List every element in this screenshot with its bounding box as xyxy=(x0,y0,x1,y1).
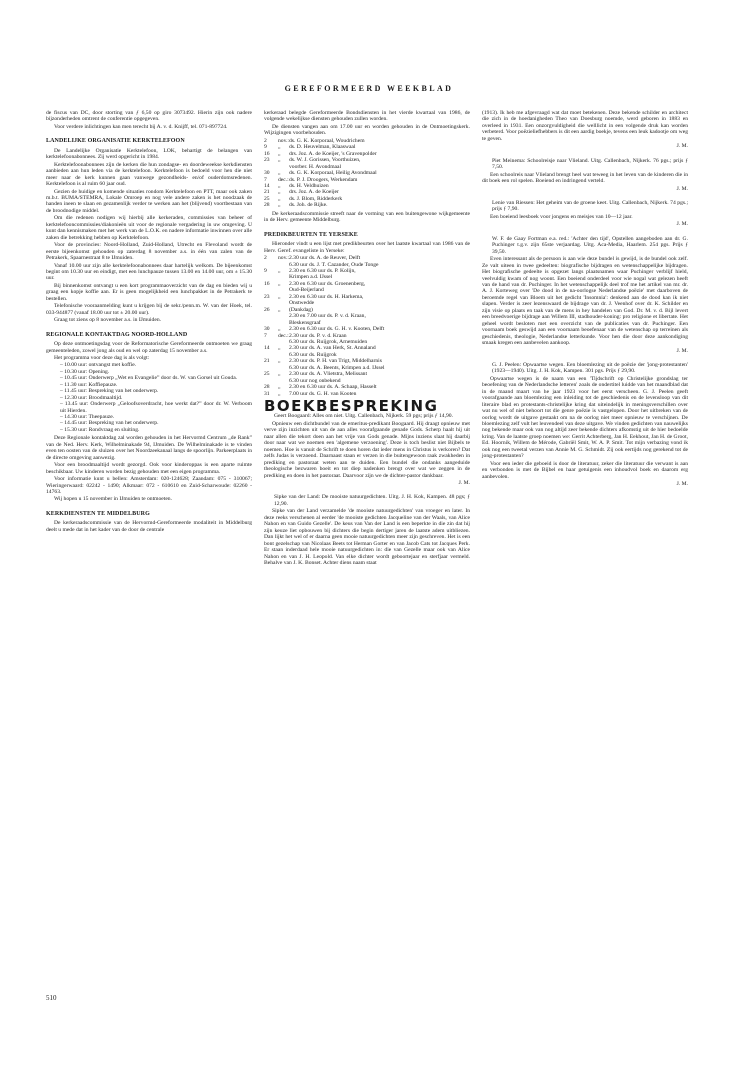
paragraph: Deze Regionale kontaktdag zal worden gehouden in het Hervormd Centrum „de Rank” van de Ned. Herv. Kerk, Wilhelminakade 94, IJmuiden. De Wilhelminakade is te vinden even ten oosten van de sluizen over het Noordzeekanaal langs de spoorlijn. Parkeerplaats in de directe omgeving aanwezig. xyxy=(46,435,252,461)
section-heading-yerseke: PREDIKBEURTEN TE YERSEKE xyxy=(264,231,358,238)
review-signature: J. M. xyxy=(458,480,470,487)
review-signature: J. M. xyxy=(676,143,688,150)
page-number: 510 xyxy=(46,994,57,1002)
column-1 xyxy=(46,110,252,534)
review-heading: Sipke van der Land: De mooiste natuurgedichten. Uitg. J. H. Kok, Kampen. 48 pgs; ƒ 12,90. xyxy=(274,494,470,507)
schedule-day: 23 xyxy=(264,293,270,300)
schedule-day: 7 xyxy=(264,332,267,339)
yerseke-schedule xyxy=(264,255,470,397)
paragraph: Het programma voor deze dag is als volgt: xyxy=(54,354,150,361)
paragraph: Om die redenen nodigen wij hierbij alle kerkeraden, commissies van beheer of kerktelefooncommissies/diakonieën uit voor de regionale vergadering in uw omgeving. U kunt dan kennismaken met het werk van de L.O.K. en nadere informatie inwinnen over alle zaken die betrekking hebben op Kerktelefoon. xyxy=(46,215,252,241)
paragraph: Hieronder vindt u een lijst met predikbeurten over het laatste kwartaal van 1986 van de Herv. Geref. evangeliste in Yerseke: xyxy=(264,241,470,254)
schedule-text: ds. D. Heuvelman, Klaaswaal xyxy=(288,144,356,151)
review-signature: J. M. xyxy=(676,347,688,354)
review-body: Even interessant als de persoon is aan wie deze bundel is gewijd, is de bundel ook zelf. Ze valt uiteen in twee gedeelten: biografische bijdragen en wetenschappelijke bijdragen. Het biografische gedeelte is opgezet langs plaatsnamen waar Puchinger verblijf hield, veelvuldig kwam of nog woont. Een boeiend onderdeel voor wie nogal wat gelezen heeft van de hand van dr. Puchinger. In het wetenschappelijk deel trof me het artikel van mr. dr. A. J. Korteweg over 'De dood in de na-oorlogse Nederlandse poëzie' met daarboven de beroemde regel van Bloem uit het gedicht 'Insomnia': denkend aan de dood kan ik niet slapen. Verder is zeer lezenswaard de bijdrage van dr. J. Veenhof over dr. K. Schilder en zijn visie op plaats en taak van de mens in hey handelen van God. Dr. M. v. d. Bijl levert een breedvoerige bijdrage aan Willem III, stadhouder-koning: pro religione et libertate. Het geheel wordt besloten met een overzicht van de publicaties van dr. Puchinger. Een voornaam boek geswijd aan een voornaam beoefenaar van de wetenschap op terreinen als geschiedenis, theologie, Nederlandse letterkunde. Voor hen die door deze aankondiging smaak kregen een aanbevelen aankoop. xyxy=(482,256,688,347)
paragraph: Op deze ontmoetingsdag voor de Reformatorische Gereformeerde ontmoeten we graag gemeenteleden, zowel jong als oud en wel op zaterdag 15 november a.s. xyxy=(46,341,252,354)
paragraph: De kerkeraadscommissie van de Hervormd-Gereformeerde modaliteit in Middelburg deelt u mede dat in het kader van de door de centrale xyxy=(46,520,252,533)
list-item: – 10.30 uur: Opening. xyxy=(60,368,110,375)
schedule-month: „ xyxy=(278,202,281,209)
schedule-text: 2.30 uur ds. P. v. d. Kraan xyxy=(288,332,347,339)
schedule-month: „ xyxy=(278,326,281,333)
schedule-text: 2.30 en 6.30 uur ds. Groenenberg, xyxy=(288,280,366,287)
schedule-month: „ xyxy=(278,293,281,300)
schedule-text: Bleskensgraaf xyxy=(288,319,321,326)
schedule-day: 28 xyxy=(264,202,270,209)
schedule-text: 2.30 uur ds. A. van Herk, St. Annaland xyxy=(288,345,376,352)
list-item: – 13.45 uur: Onderwerp „Geloofsoverdracht, hoe werkt dat?” door dr. W. Verboom uit Hierden. xyxy=(60,401,252,414)
paragraph: (1913). Ik heb me afgevraagd wat dat moet betekenen. Deze bekende schilder en architect die zich in de hoedanigheden Theo van Doesburg noemde, werd geboren in 1883 en overleed in 1931. Een onzorgvuldigheid die welllicht in een volgende druk kan worden verbeterd. Voor poëzieliefhebbers is dit een aardig boekje, tevens een leuk kadootje om weg te geven. xyxy=(482,110,688,142)
paragraph: Graag tot ziens op 8 november a.s. in IJmuiden. xyxy=(54,317,162,324)
schedule-text: 6.30 uur ds. Ruijgrok xyxy=(288,351,337,358)
list-item: – 10.00 uur: ontvangst met koffie. xyxy=(60,362,137,369)
schedule-month: dec.: xyxy=(278,332,289,339)
schedule-text: 2.30 en 6.30 uur ds. P. Kolijn, xyxy=(288,267,356,274)
column-3 xyxy=(482,110,688,489)
schedule-text: ds. Joh. de Rijke. xyxy=(288,202,328,209)
paragraph: kerkeraad belegde Gereformeerde Bondsdiensten in het vierde kwartaal van 1986, de volgende wekelijkse diensten gehouden zullen worden. xyxy=(264,110,470,123)
schedule-month: „ xyxy=(278,144,281,151)
schedule-text: 2.30 en 7.00 uur ds. P. v. d. Kraan, xyxy=(288,313,366,320)
schedule-day: 7 xyxy=(264,176,267,183)
schedule-text: Onstwedde xyxy=(288,300,315,307)
schedule-month: dec.: xyxy=(278,176,289,183)
schedule-text: ds. G. K. Korporaal, Heilig Avondmaal xyxy=(288,170,377,177)
schedule-text: 2.30 en 6.30 uur ds. H. Harkema, xyxy=(288,293,364,300)
schedule-day: 9 xyxy=(264,144,267,151)
schedule-text: ds. W. J. Gorissen, Voorthuizen, xyxy=(288,157,361,164)
schedule-text: 2.30 uur ds. A. Vlietstra, Melissant xyxy=(288,371,368,378)
schedule-month: „ xyxy=(278,157,281,164)
schedule-text: ds. P. J. Droogers, Werkendam xyxy=(288,176,358,183)
paragraph: De kerkeraadscommissie streeft naar de vorming van een buitengewone wijkgemeente in de Herv. gemeente Middelburg. xyxy=(264,210,470,224)
schedule-text: 2.30 en 6.30 uur ds. A. Schaap, Hasselt xyxy=(288,384,377,391)
review-body: Een schoolreis naar Vlieland brengt heel wat teweeg in het leven van de kinderen die in dit boek een rol spelen. Boeiend en indringend verteld. xyxy=(482,171,688,185)
schedule-day: 2 xyxy=(264,137,267,144)
paragraph: Vanaf 10.00 uur zijn alle kerktelefoonabonnees daar hartelijk welkom. De bijeenkomst begint om 10.30 uur en eindigt, met een lunchpauze tussen 13.00 en 14.00 uur, om ± 15.30 uur. xyxy=(46,262,252,282)
review-signature: J. M. xyxy=(676,481,688,488)
schedule-text: 7.00 uur ds. G. H. van Kooten xyxy=(288,390,357,397)
schedule-text: 2.30 uur ds. A. de Reuver, Delft xyxy=(288,255,361,262)
schedule-month: „ xyxy=(278,358,281,365)
list-item: – 12.30 uur: Broodmaaltijd. xyxy=(60,394,123,401)
list-item: – 14.30 uur: Theepauze. xyxy=(60,414,115,421)
schedule-text: voorber. H. Avondmaal xyxy=(288,163,342,170)
schedule-month: „ xyxy=(278,195,281,202)
schedule-text: drs. Joz. A. de Koeijer xyxy=(288,189,339,196)
review-body: Opwaartse wegen is de naam van een 'Tijdschrift op Christelijke grondslag ter beoefening van de Nederlandsche letteren' zoals de ondertitel luidde van het maandblad dat in de maand maart van he jaar 1923 voor het eerst verscheen. G. J. Peelen geeft voorafgaande aan bloemlezing een inleiding tot de geschiedenis en de levensloop van dit literaire blad en protestants-christelijke kring dat uiteindelijk in meningsverschillen over wat nu wel of niet behoort tot die genre poëzie is vastgelopen. Door het uitbreken van de oorlog wordt de uitgave gestaakt om na de oorlog niet meer opnieuw te verschijnen. De bloemlezing zelf vult het leuvendeel van deze uitgave. We vinden gedichten van nauwelijks nog bekende maar ook van nog altijd zeer bekende dichters afkomstig uit de hier bedoelde kring. Van de laatste groep noemen we: Gerrit Achterberg, Jan H. Eekhout, Jan H. de Groot, Ed. Hoornik, Willem de Mérode, Gabriël Smit, W. A. P. Smit. Tot mijn verbazing vond ik ook nog een tweetal verzen van Annie M. G. Schmidt. Zij ook eertijds nog gerekend tot de jong-protestanten? xyxy=(482,375,688,460)
schedule-month: „ xyxy=(278,267,281,274)
book-review-banner: BOEKBESPREKING xyxy=(264,397,439,416)
schedule-text: ds. G. K. Korporaal, Woudrichem xyxy=(288,137,365,144)
paragraph: De Landelijke Organisatie Kerktelefoon, LOK, behartigt de belangen van kerktelefoonabonnees. Zij werd opgericht in 1984. xyxy=(46,147,252,161)
schedule-text: (Dankdag) xyxy=(288,306,313,313)
paragraph: Voor informatie kunt u bellen: Amsterdam: 020-124628; Zaandam: 075 - 310067; Wieringerwaard: 02242 - 1490; Alkmaar: 072 - 610610 en Zuid-Scharwoude: 02260 - 14763. xyxy=(46,476,252,496)
review-body: Een boeiend leesboek voor jongens en meisjes van 10—12 jaar. xyxy=(490,213,633,220)
review-heading: W. F. de Gaay Fortman e.a. red.: 'Achter den tijd', Opstellen aangeboden aan dr. G. Puchinger t.g.v. zijn 65ste verjaardag. Uitg. Aca-Media, Haarlem. 254 pgs. Prijs ƒ 39,50. xyxy=(492,235,688,255)
schedule-text: 2.30 en 6.30 uur ds. G. H. v. Kooten, Delft xyxy=(288,326,385,333)
list-item: – 10.45 uur: Onderwerp „Wet en Evangelie” door ds. W. van Gorsel uit Gouda. xyxy=(60,375,238,382)
section-heading-middelburg: KERKDIENSTEN TE MIDDELBURG xyxy=(46,510,150,517)
list-item: – 11.30 uur: Koffiepauze. xyxy=(60,381,118,388)
review-heading: Piet Meinema: Schoolreisje naar Vlieland. Uitg. Callenbach, Nijkerk. 76 pgs.; prijs ƒ 7,50. xyxy=(492,157,688,171)
review-body: Opnieuw een dichtbundel van de emeritus-predikant Boogaard. Hij draagt opnieuw met verve zijn inzichten uit van de aan alles voorafgaande genade Gods. Scherp haalt hij uit naar allen die tekort doen aan het vrije van Gods genade. Mijns inziens slaat hij daarbij door naar wat we noemen een 'algemene verzoening'. Deze is toch beslist niet Bijbels te noemen. Hoe is vanuit de Schrift te doen horen dat ieder mens in Christus is verkoren? Dat zelfs Judas is verzoend. Daarnaast staan er verzen in die buitengewoon raak zwakheden in prediking en pastoraat weten aan te duiden. Een bundel die ondanks aangeduide theologische bezwaren boeit en tot diep nadenken brengt over wat we zeggen in de prediking en doen in het pastoraat. Daarvoor zijn we de dichter-pastor dankbaar. xyxy=(264,420,470,479)
schedule-text: drs. Joz. A. de Koeijer, 's Gravenpolder xyxy=(288,150,377,157)
schedule-day: 16 xyxy=(264,280,270,287)
review-heading: Lenie van Riessen: Het geheim van de groene keet. Uitg. Callenbach, Nijkerk. 74 pgs.; prijs ƒ 7,90. xyxy=(492,199,688,213)
schedule-day: 14 xyxy=(264,345,270,352)
schedule-day: 14 xyxy=(264,182,270,189)
schedule-text: Krimpen a.d. IJssel xyxy=(288,274,333,281)
paragraph: Gezien de huidige en komende situaties rondom Kerktelefoon en PTT, maar ook zaken m.b.t. BUMA/STEMRA, Lokale Omroep en nog vele andere zaken is het noodzaak de handen ineen te slaan en gezamenlijk verder te werken aan het (blijvend) voortbestaan van de broodnodige middel. xyxy=(46,188,252,214)
program-list xyxy=(46,362,252,433)
list-item: – 15.30 uur: Rondvraag en sluiting. xyxy=(60,426,140,433)
paragraph: Voor verdere inlichtingen kan men terecht bij A. v. d. Knijff, tel. 071-897724. xyxy=(54,123,228,130)
review-body: Sipke van der Land verzamelde 'de mooiste natuurgedichten' van vroeger en later. In deze reeks verschenen al eerder 'de mooiste gedichten Jacqueline van der Waals, van Alice Nahon en van Guido Gezelle'. De keus van Van der Land is een beperkte in die zin dat hij zijn keuze liet opbouwen bij dichters die begin dertiger jaren de laatste adem uitbliezen. Dan lijkt het wel of er daarna geen mooie natuurgedichten meer zijn geschreven. Het is een bont gezelschap van Nicolaas Beets tot Herman Gorter en van Jacob Cats tot Jacques Perk. Er staan inderdaad hele mooie natuurgedichten in: die van Gezelle maar ook van Alice Nahon en van J. H. Leopold. Van elke dichter wordt geboortejaar en sterfjaar vermeld. Behalve van J. K. Bonset. Achter diens naam staat xyxy=(264,508,470,566)
review-heading: Geert Boogaard: Alles om niet. Uitg. Callenbach, Nijkerk. 59 pgs; prijs ƒ 14,90. xyxy=(274,413,453,420)
column-2 xyxy=(264,110,470,567)
schedule-month: „ xyxy=(278,306,281,313)
paragraph: Bij binnenkomst ontvangt u een kort programmaoverzicht van de dag en bieden wij u graag een kopje koffie aan. Er is geen mogelijkheid een lunchpakket in de Petrakerk te bestellen. xyxy=(46,282,252,302)
schedule-month: „ xyxy=(278,345,281,352)
schedule-day: 21 xyxy=(264,189,270,196)
running-header: GEREFORMEERD WEEKBLAD xyxy=(284,84,454,93)
schedule-month: nov.: xyxy=(278,137,289,144)
schedule-text: ds. J. Blom, Ridderkerk xyxy=(288,195,343,202)
middelburg-schedule xyxy=(264,138,470,209)
review-body: Voor een ieder die geboeid is door de literatuur, zeker die literatuur die verwant is aan en verbonden is met de Bijbel en haar getuigenis een inhoudvol boek en daarom erg aanbevolen. xyxy=(482,460,688,480)
schedule-month: „ xyxy=(278,150,281,157)
paragraph: Voor de provincies: Noord-Holland, Zuid-Holland, Utrecht en Flevoland wordt de eerste bijeenkomst gehouden op zaterdag 8 november a.s. in één van zalen van de Petrakerk, Spaarnestraat 8 te IJmuiden. xyxy=(46,242,252,262)
schedule-text: ds. H. Veldhuizen xyxy=(288,182,329,189)
schedule-month: „ xyxy=(278,371,281,378)
list-item: – 11.45 uur: Bespreking van het onderwerp. xyxy=(60,388,159,395)
schedule-day: 30 xyxy=(264,170,270,177)
schedule-month: „ xyxy=(278,182,281,189)
schedule-day: 23 xyxy=(264,157,270,164)
review-signature: J. M. xyxy=(676,185,688,192)
schedule-month: „ xyxy=(278,280,281,287)
section-heading-kontaktdag: REGIONALE KONTAKTDAG NOORD-HOLLAND xyxy=(46,331,188,338)
paragraph: Voor een broodmaaltijd wordt gezorgd. Ook voor kinderoppas is een aparte ruimte beschikbaar. Uw kinderen worden bezig gehouden met een eigen programma. xyxy=(46,462,252,475)
schedule-month: „ xyxy=(278,384,281,391)
schedule-day: 2 xyxy=(264,255,267,262)
schedule-text: 6.30 uur ds. A. Beents, Krimpen a.d. IJssel xyxy=(288,364,385,371)
section-heading-lok: LANDELIJKE ORGANISATIE KERKTELEFOON xyxy=(46,138,185,145)
schedule-day: 16 xyxy=(264,150,270,157)
schedule-day: 9 xyxy=(264,267,267,274)
schedule-month: „ xyxy=(278,189,281,196)
schedule-day: 30 xyxy=(264,326,270,333)
review-signature: J. M. xyxy=(676,221,688,228)
schedule-text: Oud-Beijerland xyxy=(288,287,324,294)
schedule-row xyxy=(264,202,470,208)
schedule-day: 28 xyxy=(264,384,270,391)
schedule-month: nov.: xyxy=(278,255,289,262)
schedule-text: 2.30 uur ds. P. H. van Trigt, Middelharnis xyxy=(288,358,382,365)
schedule-text: 6.30 uur nog onbekend xyxy=(288,377,341,384)
schedule-day: 21 xyxy=(264,358,270,365)
schedule-day: 25 xyxy=(264,195,270,202)
list-item: – 14.45 uur: Bespreking van het onderwerp. xyxy=(60,420,159,427)
schedule-text: 6.30 uur ds. J. T. Cazander, Oude Tonge xyxy=(288,261,379,268)
paragraph: Telefonische vooraanmelding kunt u krijgen bij de sekr./penn.m. W. van der Hoek, tel. 033-944877 (vanaf 18.00 uur tot ± 20.00 uur). xyxy=(46,303,252,316)
schedule-day: 25 xyxy=(264,371,270,378)
paragraph: Kerktelefoonabonnees zijn de kerken die hun zondagse- en doordeweekse kerkdiensten aanbieden aan hun leden via de kerktelefoon. Kerktelefoon is bedoeld voor hen die niet meer naar de kerk kunnen gaan vanwege gezondheids- en/of ouderdomsredenen. Kerktelefoon is al ruim 60 jaar oud. xyxy=(46,161,252,188)
review-heading: G. J. Peelen: Opwaartse wegen. Een bloemlezing uit de poëzie der 'jong-protestanten' (1923—1940). Uitg. J. H. Kok, Kampen. 301 pgs. Prijs ƒ 29,90. xyxy=(492,361,688,375)
schedule-month: „ xyxy=(278,390,281,397)
schedule-month: „ xyxy=(278,170,281,177)
schedule-day: 26 xyxy=(264,306,270,313)
paragraph: De diensten vangen aan om 17.00 uur en worden gehouden in de Ontmoetingskerk. Wijzigingen voorbehouden. xyxy=(264,123,470,137)
schedule-day: 31 xyxy=(264,390,270,397)
paragraph: de fiscus van DC, door storting van ƒ 6,50 op giro 3073492. Hierin zijn ook nadere bijzonderheden omtrent de conferentie opgegeven. xyxy=(46,110,252,123)
paragraph: Wij hopen u 15 november in IJmuiden te ontmoeten. xyxy=(54,496,172,503)
schedule-text: 6.30 uur ds. Ruijgrok, Arnemuiden xyxy=(288,338,368,345)
